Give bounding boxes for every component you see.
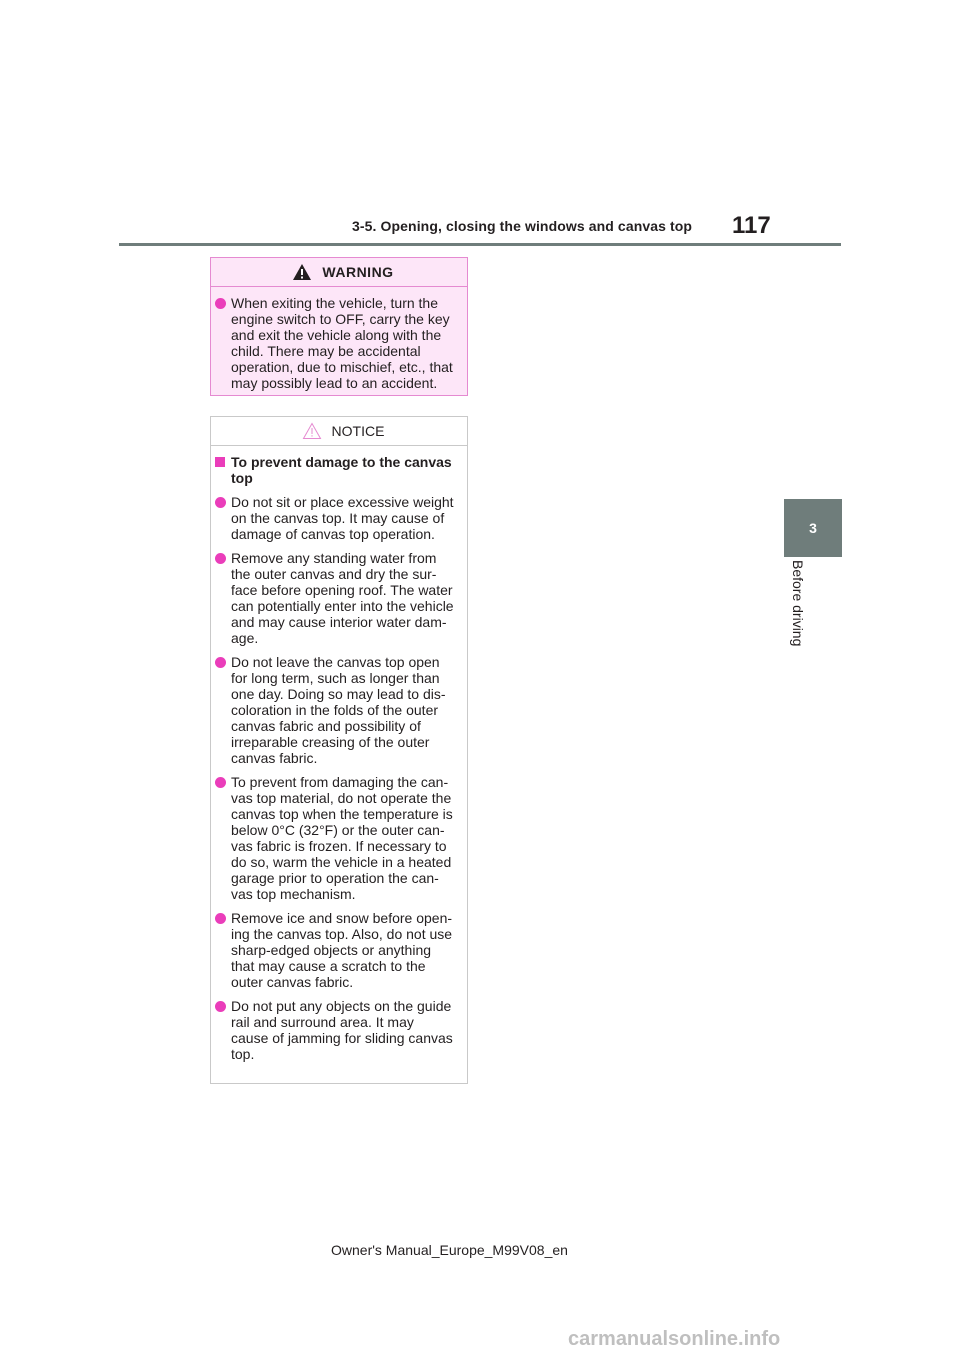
chapter-label: Before driving [790,560,806,647]
chapter-tab [784,499,842,557]
caution-triangle-icon [302,422,322,440]
bullet-dot-icon [215,998,231,1062]
notice-heading [215,454,455,486]
warning-item-text: When exiting the vehicle, turn the engine switch to OFF, carry the key and exit the vehicle along with the child. There may be accidental operation, due to mischief, etc., that may possibly lead to an accident. [231,295,453,391]
notice-item [215,774,455,902]
notice-item [215,494,455,542]
notice-item [215,998,455,1062]
watermark: carmanualsonline.info [568,1328,781,1350]
warning-title: WARNING [322,264,394,280]
warning-triangle-icon [292,263,312,281]
notice-item-text: Do not leave the canvas top open for long term, such as longer than one day. Doing so may lead to dis-coloration in the folds of the outer canvas fabric and possibility of irreparable creasing of the outer canvas fabric. [231,654,446,766]
notice-item-text: To prevent from damaging the can-vas top material, do not operate the canvas top when the temperature is below 0°C (32°F) or the outer can-vas fabric is frozen. If necessary to do so, warm the vehicle in a heated garage prior to operation the can-vas top mechanism. [231,774,453,902]
section-title: 3-5. Opening, closing the windows and canvas top [352,218,693,234]
notice-item-text: Remove ice and snow before open-ing the canvas top. Also, do not use sharp-edged objects or anything that may cause a scratch to the outer canvas fabric. [231,910,453,990]
bullet-dot-icon [215,550,231,646]
header-rule [119,243,841,246]
notice-box [210,416,468,1084]
chapter-number: 3 [809,520,817,536]
warning-header [211,258,467,287]
bullet-dot-icon [215,654,231,766]
bullet-dot-icon [215,295,231,391]
bullet-dot-icon [215,774,231,902]
notice-item-text: Do not sit or place excessive weight on the canvas top. It may cause of damage of canvas top operation. [231,494,454,542]
notice-item [215,910,455,990]
notice-header [211,417,467,446]
bullet-dot-icon [215,910,231,990]
notice-title: NOTICE [331,423,385,439]
page-number: 117 [732,212,771,239]
notice-item-text: Remove any standing water from the outer canvas and dry the sur-face before opening roof. The water can potentially enter into the vehicle and may cause interior water dam-age. [231,550,454,646]
footer-manual-id: Owner's Manual_Europe_M99V08_en [331,1242,568,1258]
warning-item [215,295,455,391]
notice-body [211,446,467,1062]
notice-item-text: Do not put any objects on the guide rail and surround area. It may cause of jamming for sliding canvas top. [231,998,453,1062]
warning-box [210,257,468,396]
notice-heading-text: To prevent damage to the canvas top [231,454,452,486]
notice-item [215,550,455,646]
notice-item [215,654,455,766]
bullet-square-icon [215,454,231,486]
warning-body [211,287,467,391]
bullet-dot-icon [215,494,231,542]
